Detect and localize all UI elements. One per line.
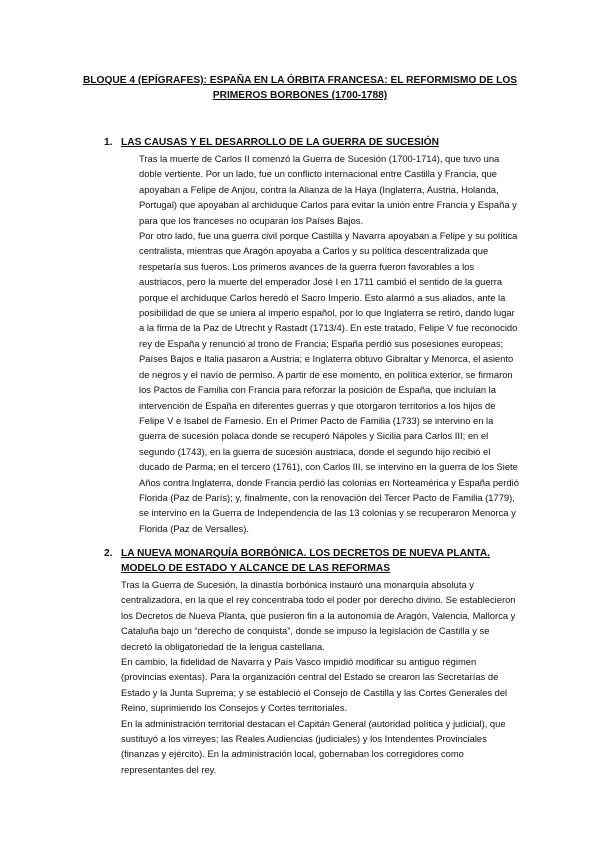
section-1-number: 1.: [104, 137, 113, 148]
section-2-title: LA NUEVA MONARQUÍA BORBÓNICA. LOS DECRETOS DE NUEVA PLANTA. MODELO DE ESTADO Y ALCANCE DE LAS REFORMAS: [121, 548, 491, 574]
paragraph: Tras la muerte de Carlos II comenzó la Guerra de Sucesión (1700-1714), que tuvo una doble vertiente. Por un lado, fue un conflicto internacional entre Castilla y Francia, que apoyaban a Felipe de Anjou, contra la Alianza de la Haya (Inglaterra, Austria, Holanda, Portugal) que apoyaban al archiduque Carlos para evitar la unión entre Francia y España y para que los franceses no ocuparan los Países Bajos.: [139, 153, 517, 226]
section-1-body: [139, 151, 519, 536]
document-title: BLOQUE 4 (EPÍGRAFES): ESPAÑA EN LA ÓRBITA FRANCESA: EL REFORMISMO DE LOS PRIMEROS BORBONES (1700-1788): [82, 75, 518, 101]
section-2-body: [121, 577, 521, 777]
paragraph: Tras la Guerra de Sucesión, la dinastía borbónica instauró una monarquía absoluta y centralizadora, en la que el rey concentraba todo el poder por derecho divino. Se establecieron los Decretos de Nueva Planta, que pusieron fin a la autonomía de Aragón, Valencia, Mallorca y Cataluña bajo un “derecho de conquista”, donde se impuso la legislación de Castilla y se decretó la obligatoriedad de la lengua castellana.: [121, 579, 516, 652]
paragraph: En cambio, la fidelidad de Navarra y País Vasco impidió modificar su antiguo régimen (provincias exentas). Para la organización central del Estado se crearon las Secretarías de Estado y la Junta Suprema; y se estableció el Consejo de Castilla y las Cortes Generales del Reino, suprimiendo los Consejos y Cortes territoriales.: [121, 656, 508, 714]
section-1-title: LAS CAUSAS Y EL DESARROLLO DE LA GUERRA DE SUCESIÓN: [121, 137, 439, 148]
section-2-number: 2.: [104, 548, 113, 559]
paragraph: Por otro lado, fue una guerra civil porque Castilla y Navarra apoyaban a Felipe y su política centralista, mientras que Aragón apoyaba a Carlos y su política descentralizada que respetaría sus fueros. Los primeros avances de la guerra fueron favorables a los austriacos, pero la muerte del emperador José I en 1711 cambió el sentido de la guerra porque el archiduque Carlos heredó el Sacro Imperio. Esto alarmó a sus aliados, ante la posibilidad de que se uniera al imperio español, por lo que Inglaterra se retiró, dando lugar a la firma de la Paz de Utrecht y Rastadt (1713/4). En este tratado, Felipe V fue reconocido rey de España y renunció al trono de Francia; España perdió sus posesiones europeas; Países Bajos e Italia pasaron a Austria; e Inglaterra obtuvo Gibraltar y Menorca, el asiento de negros y el navío de permiso. A partir de ese momento, en política exterior, se firmaron los Pactos de Familia con Francia para reforzar la posición de España, que incluían la intervención de España en diferentes guerras y que otorgaron territorios a los hijos de Felipe V e Isabel de Farnesio. En el Primer Pacto de Familia (1733) se intervino en la guerra de sucesión polaca donde se recuperó Nápoles y Sicilia para Carlos III; en el segundo (1743), en la guerra de sucesión austriaca, donde el segundo hijo recibió el ducado de Parma; en el tercero (1761), con Carlos III, se intervino en la guerra de los Siete Años contra Inglaterra, donde Francia perdió las colonias en Norteamérica y España perdió Florida (Paz de París); y, finalmente, con la renovación del Tercer Pacto de Familia (1779), se intervino en la Guerra de Independencia de las 13 colonias y se recuperaron Menorca y Florida (Paz de Versalles).: [139, 230, 519, 534]
paragraph: En la administración territorial destacan el Capitán General (autoridad política y judicial), que sustituyó a los virreyes; las Reales Audiencias (judiciales) y los Intendentes Provinciales (finanzas y ejército). En la administración local, gobernaban los corregidores como representantes del rey.: [121, 717, 506, 775]
